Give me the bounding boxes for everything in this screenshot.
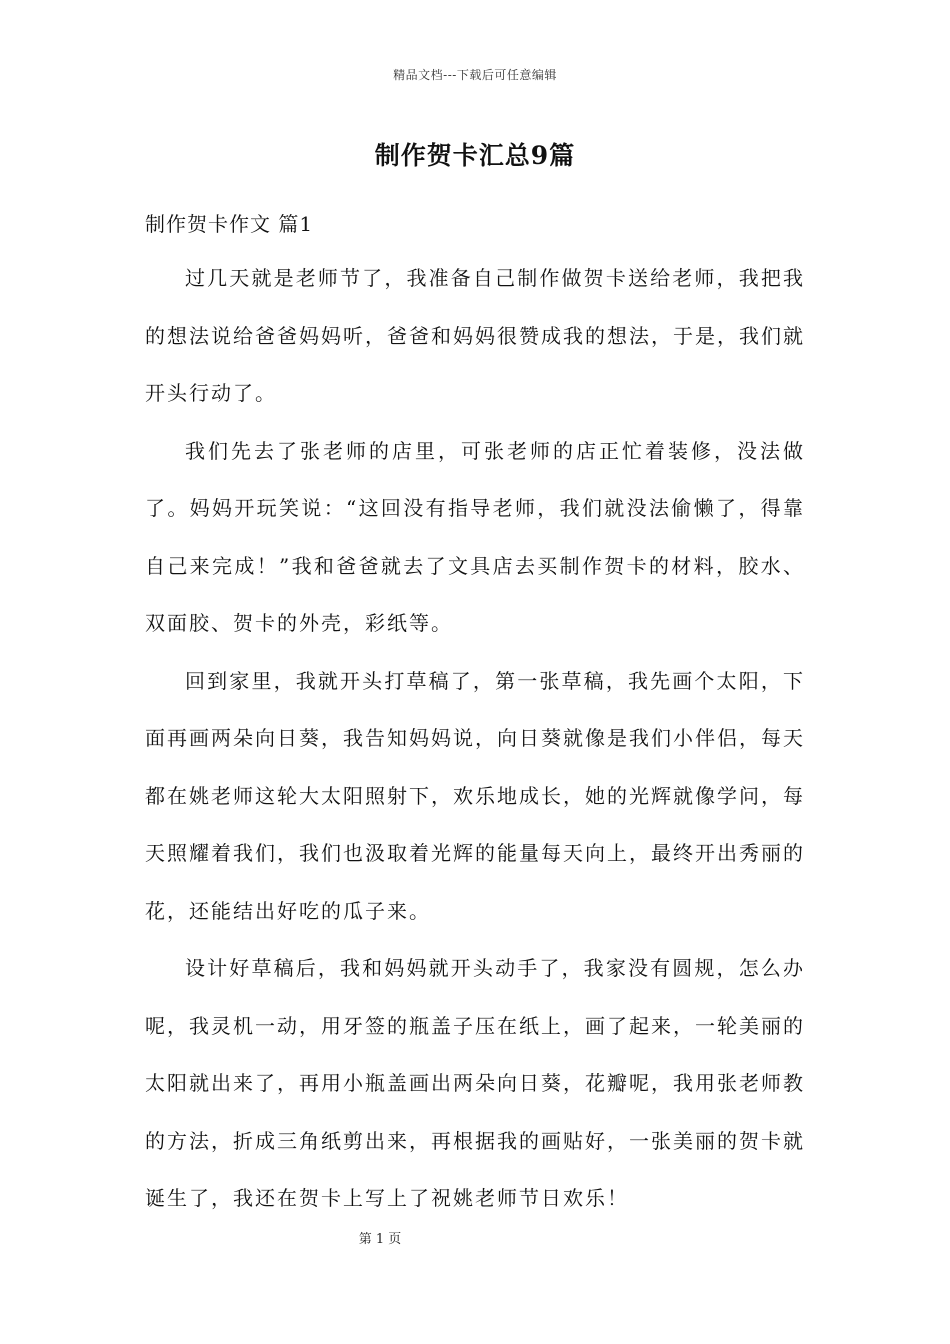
page-header-note: 精品文档---下载后可任意编辑	[393, 68, 557, 82]
paragraph: 回到家里，我就开头打草稿了，第一张草稿，我先画个太阳，下面再画两朵向日葵，我告知妈妈说，向日葵就像是我们小伴侣，每天都在姚老师这轮大太阳照射下，欢乐地成长，她的光辉就像学问，每天照耀着我们，我们也汲取着光辉的能量每天向上，最终开出秀丽的花，还能结出好吃的瓜子来。	[145, 668, 805, 923]
page-number: 第 1 页	[358, 1232, 402, 1247]
article-body	[145, 250, 805, 1228]
paragraph: 设计好草稿后，我和妈妈就开头动手了，我家没有圆规，怎么办呢，我灵机一动，用牙签的瓶盖子压在纸上，画了起来，一轮美丽的太阳就出来了，再用小瓶盖画出两朵向日葵，花瓣呢，我用张老师教的方法，折成三角纸剪出来，再根据我的画贴好，一张美丽的贺卡就诞生了，我还在贺卡上写上了祝姚老师节日欢乐！	[145, 956, 805, 1210]
section-heading: 制作贺卡作文 篇1	[145, 212, 314, 236]
document-title: 制作贺卡汇总9篇	[374, 141, 576, 170]
paragraph: 过几天就是老师节了，我准备自己制作做贺卡送给老师，我把我的想法说给爸爸妈妈听，爸爸和妈妈很赞成我的想法，于是，我们就开头行动了。	[145, 266, 805, 405]
paragraph: 我们先去了张老师的店里，可张老师的店正忙着装修，没法做了。妈妈开玩笑说：“这回没有指导老师，我们就没法偷懒了，得靠自己来完成！”我和爸爸就去了文具店去买制作贺卡的材料，胶水、双面胶、贺卡的外壳，彩纸等。	[145, 438, 805, 635]
